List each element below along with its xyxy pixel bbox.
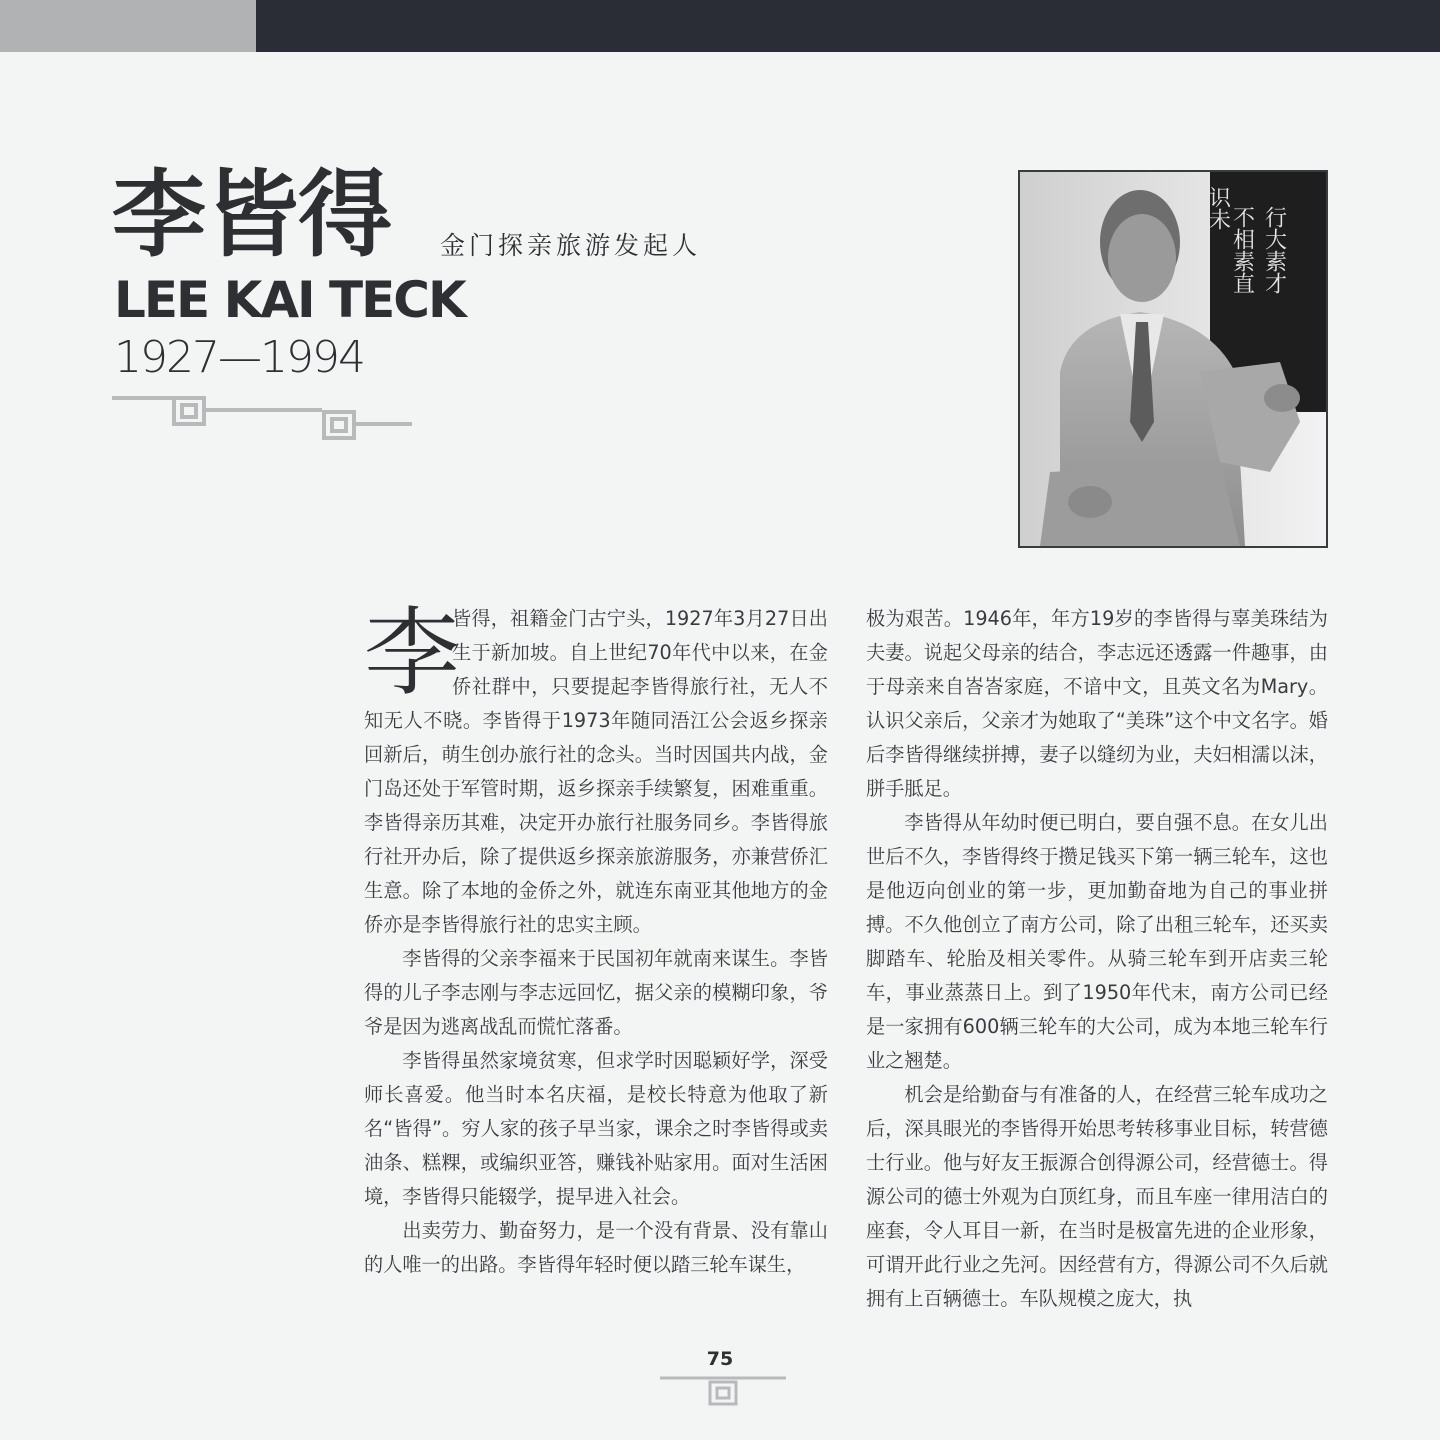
- footer-fret-ornament: [660, 1372, 786, 1406]
- article-paragraph: 李皆得的父亲李福来于民国初年就南来谋生。李皆得的儿子李志刚与李志远回忆，据父亲的模糊印象，爷爷是因为逃离战乱而慌忙落番。: [364, 947, 828, 1038]
- calligraphy-column-2: 不相素直: [1229, 206, 1255, 294]
- article-paragraph: 极为艰苦。1946年，年方19岁的李皆得与辜美珠结为夫妻。说起父母亲的结合，李志远还透露一件趣事，由于母亲来自峇峇家庭，不谙中文，且英文名为Mary。认识父亲后，父亲才为她取了“美珠”这个中文名字。婚后李皆得继续拼搏，妻子以缝纫为业，夫妇相濡以沫，胼手胝足。: [866, 607, 1328, 800]
- portrait-photo: [1018, 170, 1328, 548]
- article-paragraph: 李皆得虽然家境贫寒，但求学时因聪颖好学，深受师长喜爱。他当时本名庆福，是校长特意为他取了新名“皆得”。穷人家的孩子早当家，课余之时李皆得或卖油条、糕粿，或编织亚答，赚钱补贴家用。面对生活困境，李皆得只能辍学，提早进入社会。: [364, 1049, 828, 1208]
- page-title-chinese: 李皆得: [112, 161, 392, 270]
- page-number: 75: [706, 1348, 734, 1370]
- top-bar-accent: [0, 0, 256, 52]
- page-subtitle: 金门探亲旅游发起人: [440, 231, 702, 260]
- article-paragraph: 李皆得从年幼时便已明白，要自强不息。在女儿出世后不久，李皆得终于攒足钱买下第一辆三轮车，这也是他迈向创业的第一步，更加勤奋地为自己的事业拼搏。不久他创立了南方公司，除了出租三轮车，还买卖脚踏车、轮胎及相关零件。从骑三轮车到开店卖三轮车，事业蒸蒸日上。到了1950年代末，南方公司已经是一家拥有600辆三轮车的大公司，成为本地三轮车行业之翘楚。: [866, 811, 1328, 1072]
- life-years: 1927—1994: [114, 332, 364, 383]
- article-column-left: [364, 597, 828, 1282]
- portrait-illustration: [1020, 172, 1326, 546]
- calligraphy-column-3: 识未: [1205, 186, 1231, 230]
- article-paragraph: 出卖劳力、勤奋努力，是一个没有背景、没有靠山的人唯一的出路。李皆得年轻时便以踏三轮车谋生，: [364, 1219, 828, 1276]
- drop-cap: 李: [364, 597, 460, 709]
- fret-divider-ornament: [112, 392, 416, 442]
- page-title-english: LEE KAI TECK: [114, 271, 465, 329]
- top-bar: [256, 0, 1440, 52]
- calligraphy-column-1: 行大素才: [1261, 206, 1287, 294]
- article-column-right: [866, 602, 1328, 1316]
- article-paragraph: 皆得，祖籍金门古宁头，1927年3月27日出生于新加坡。自上世纪70年代中以来，在金侨社群中，只要提起李皆得旅行社，无人不知无人不晓。李皆得于1973年随同浯江公会返乡探亲回新后，萌生创办旅行社的念头。当时因国共内战，金门岛还处于军管时期，返乡探亲手续繁复，困难重重。李皆得亲历其难，决定开办旅行社服务同乡。李皆得旅行社开办后，除了提供返乡探亲旅游服务，亦兼营侨汇生意。除了本地的金侨之外，就连东南亚其他地方的金侨亦是李皆得旅行社的忠实主顾。: [364, 607, 828, 936]
- article-paragraph: 机会是给勤奋与有准备的人，在经营三轮车成功之后，深具眼光的李皆得开始思考转移事业目标，转营德士行业。他与好友王振源合创得源公司，经营德士。得源公司的德士外观为白顶红身，而且车座一律用洁白的座套，令人耳目一新，在当时是极富先进的企业形象，可谓开此行业之先河。因经营有方，得源公司不久后就拥有上百辆德士。车队规模之庞大，执: [866, 1083, 1328, 1310]
